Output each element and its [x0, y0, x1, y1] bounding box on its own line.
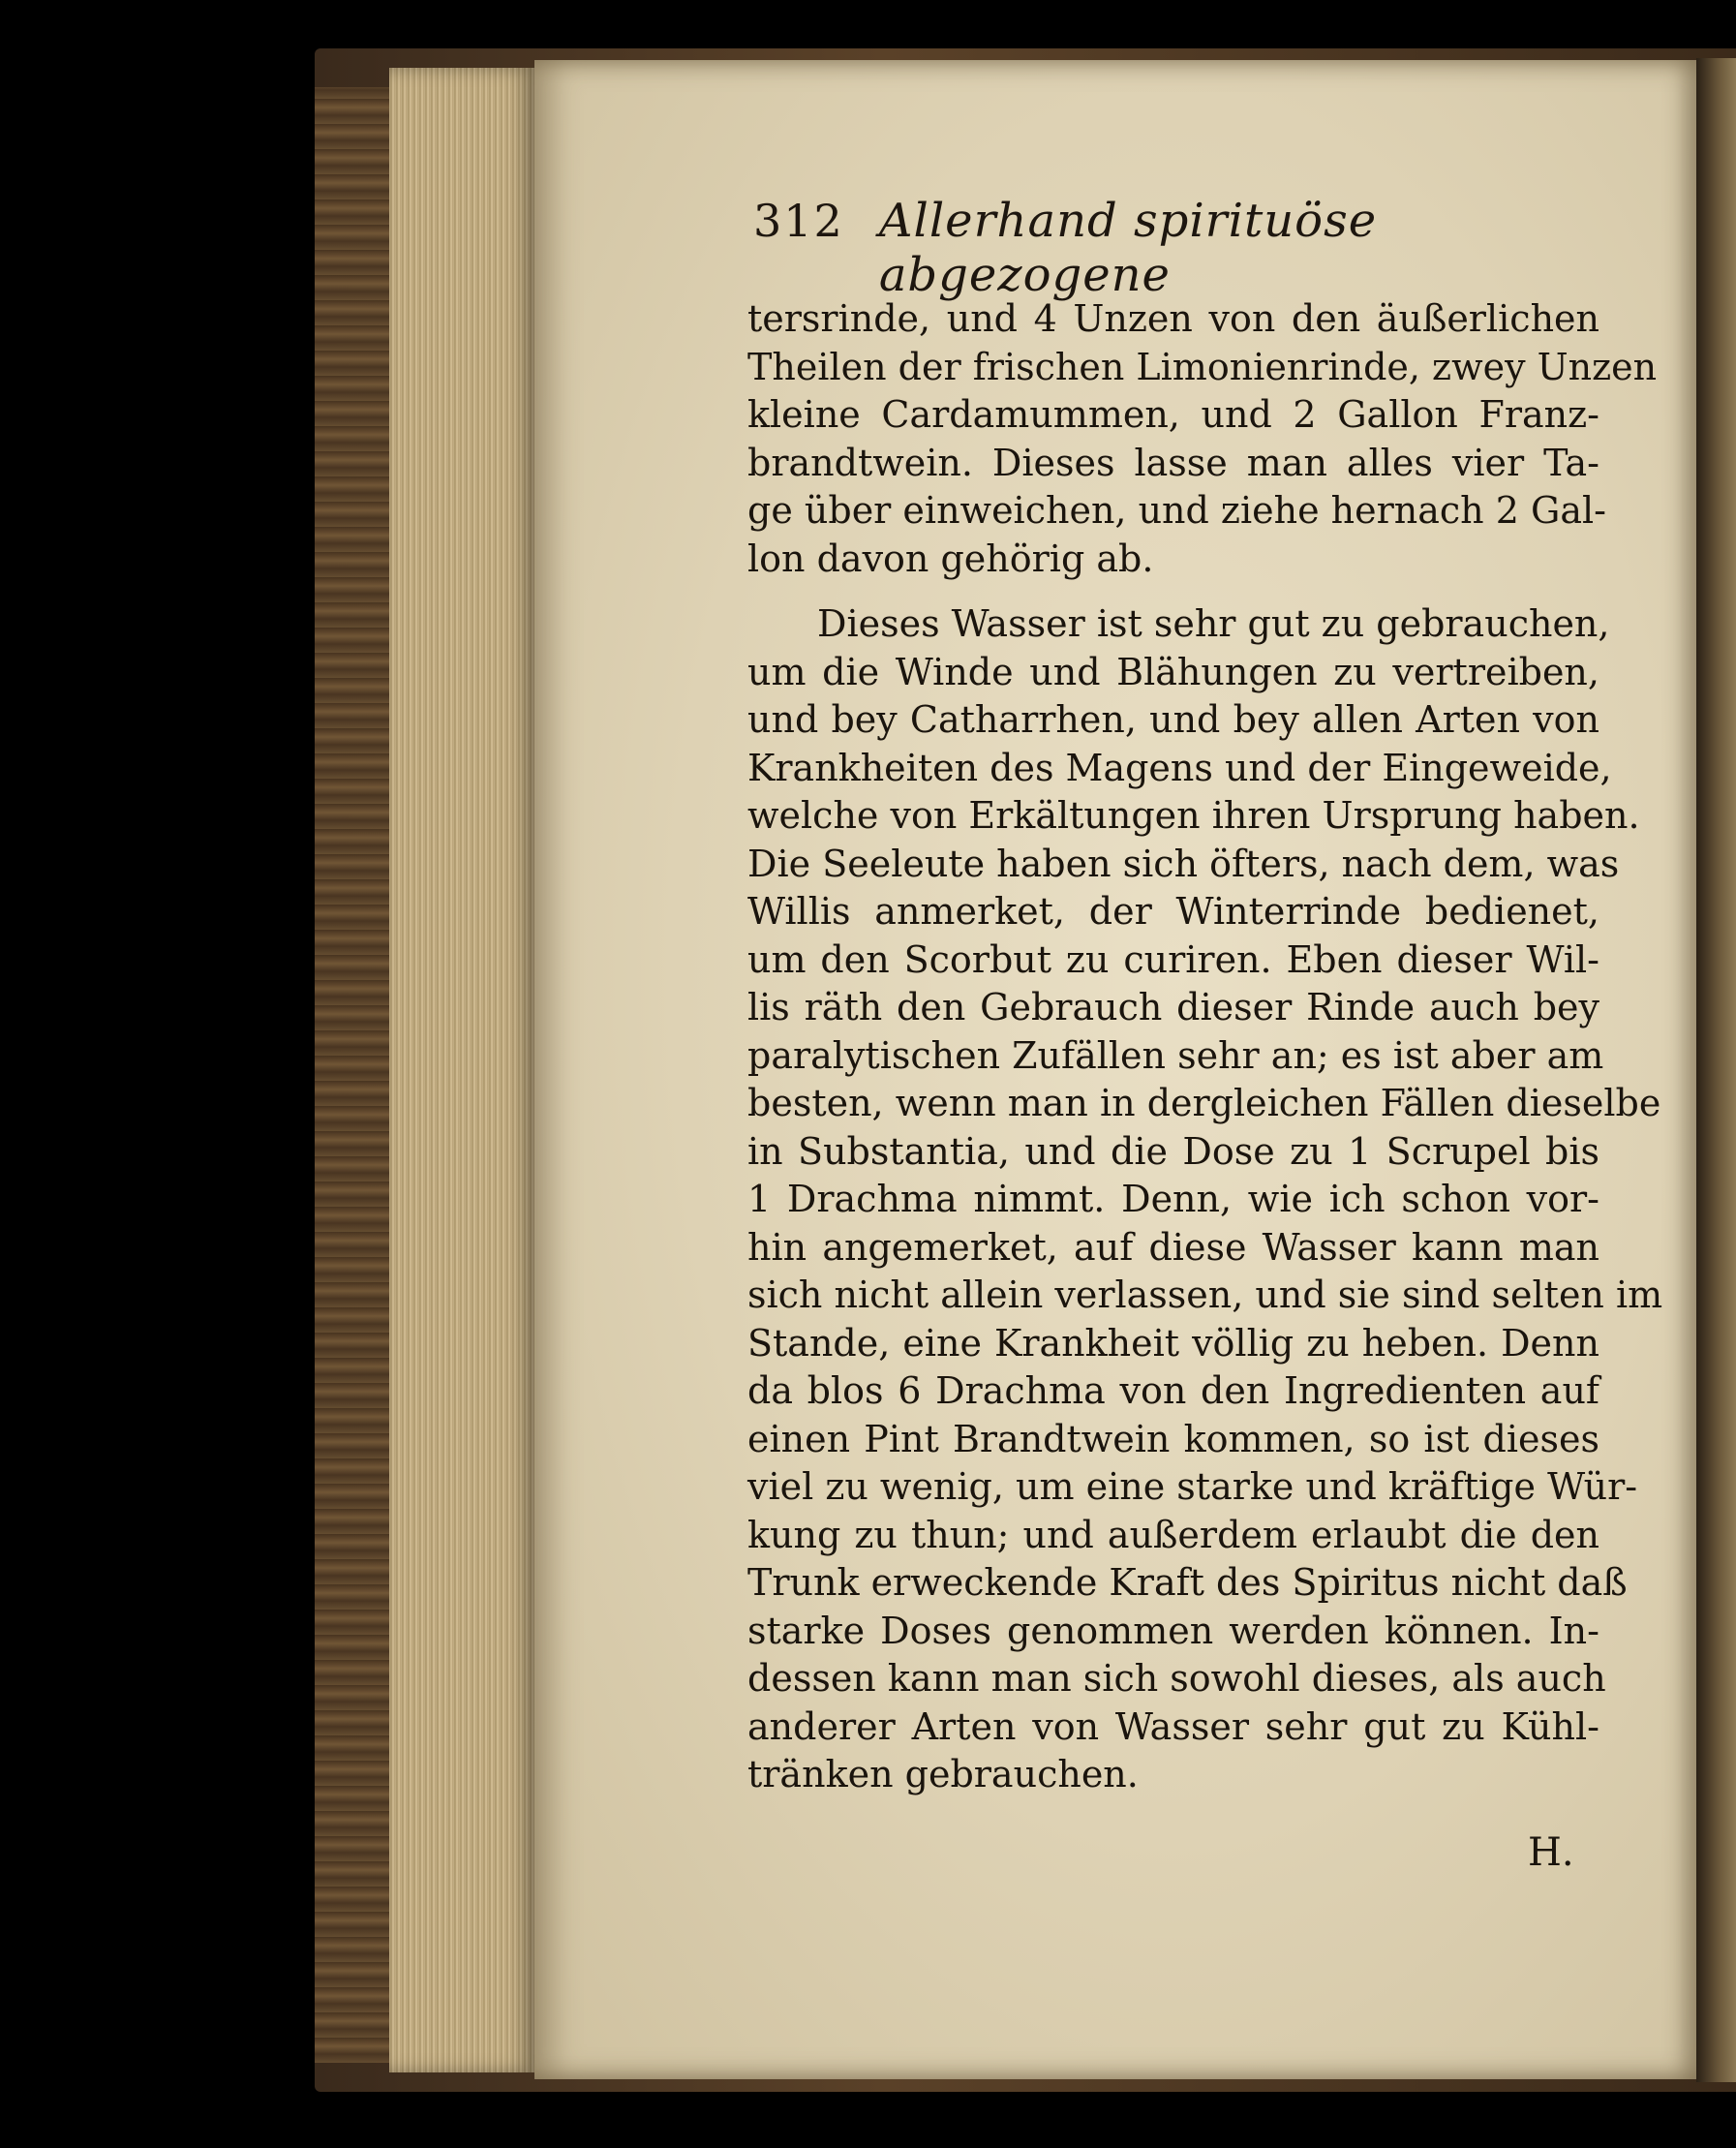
- paragraph: [747, 295, 1658, 583]
- text-line: um die Winde und Blähungen zu vertreiben,: [747, 650, 1599, 693]
- text-line: paralytischen Zufällen sehr an; es ist aber am: [747, 1033, 1604, 1077]
- book-spine: [315, 87, 392, 2063]
- text-line: Trunk erweckende Kraft des Spiritus nicht daß: [747, 1561, 1628, 1604]
- text-line: Die Seeleute haben sich öfters, nach dem, was: [747, 842, 1620, 885]
- text-line: viel zu wenig, um eine starke und kräftige Wür-: [747, 1465, 1638, 1508]
- text-line: besten, wenn man in dergleichen Fällen dieselbe: [747, 1082, 1661, 1124]
- text-line: brandtwein. Dieses lasse man alles vier Ta-: [747, 441, 1599, 484]
- text-line: tränken gebrauchen.: [747, 1753, 1139, 1795]
- text-line: 1 Drachma nimmt. Denn, wie ich schon vor-: [747, 1178, 1599, 1220]
- signature-mark: H.: [1528, 1830, 1574, 1875]
- running-head: [753, 194, 1508, 302]
- text-line: um den Scorbut zu curiren. Eben dieser Wil-: [747, 937, 1599, 981]
- text-line: tersrinde, und 4 Unzen von den äußerlichen: [747, 297, 1599, 340]
- text-line: anderer Arten von Wasser sehr gut zu Kühl-: [747, 1704, 1599, 1748]
- text-line: da blos 6 Drachma von den Ingredienten auf: [747, 1369, 1599, 1412]
- text-line: hin angemerket, auf diese Wasser kann man: [747, 1225, 1599, 1269]
- next-page-edge: [1696, 58, 1736, 2082]
- text-line: in Substantia, und die Dose zu 1 Scrupel bis: [747, 1129, 1599, 1173]
- paragraph: [747, 600, 1663, 1799]
- text-line: starke Doses genommen werden können. In-: [747, 1609, 1599, 1652]
- text-line: welche von Erkältungen ihren Ursprung haben.: [747, 794, 1640, 837]
- text-line: ge über einweichen, und ziehe hernach 2 Gal-: [747, 489, 1606, 532]
- text-line: Dieses Wasser ist sehr gut zu gebrauchen,: [817, 602, 1610, 645]
- text-line: Theilen der frischen Limonienrinde, zwey Unzen: [747, 345, 1658, 388]
- text-line: lon davon gehörig ab.: [747, 537, 1154, 580]
- body-text: [747, 295, 1663, 1799]
- text-line: Willis anmerket, der Winterrinde bedienet,: [747, 890, 1599, 933]
- text-line: lis räth den Gebrauch dieser Rinde auch bey: [747, 986, 1599, 1028]
- running-title: Allerhand spirituöse abgezogene: [878, 194, 1378, 302]
- text-line: einen Pint Brandtwein kommen, so ist dieses: [747, 1417, 1599, 1460]
- page-edges: [389, 68, 534, 2072]
- text-line: Krankheiten des Magens und der Eingeweide,: [747, 746, 1612, 789]
- text-line: sich nicht allein verlassen, und sie sind selten im: [747, 1273, 1663, 1316]
- paragraph-gap: [747, 583, 1599, 600]
- text-line: Stande, eine Krankheit völlig zu heben. Denn: [747, 1321, 1599, 1365]
- page-number: 312: [753, 195, 844, 247]
- text-line: und bey Catharrhen, und bey allen Arten von: [747, 698, 1599, 741]
- text-line: kleine Cardamummen, und 2 Gallon Franz-: [747, 393, 1599, 436]
- text-line: dessen kann man sich sowohl dieses, als auch: [747, 1657, 1606, 1700]
- text-line: kung zu thun; und außerdem erlaubt die den: [747, 1513, 1599, 1556]
